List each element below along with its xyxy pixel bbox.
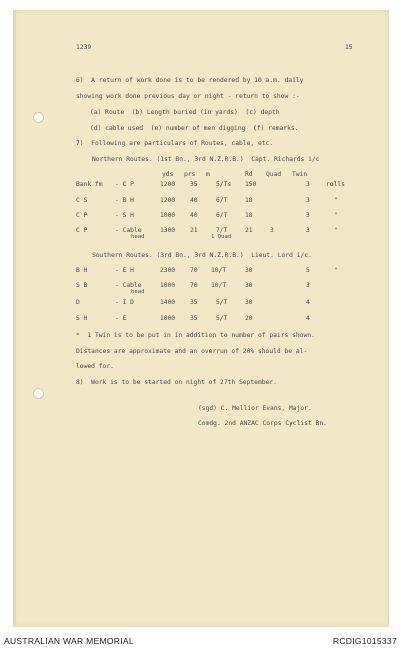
twin-cell: 3 bbox=[306, 181, 310, 188]
pairs-cell: 70 bbox=[190, 282, 198, 289]
paragraph-line: 6) A return of work done is to be rendered by 10 a.m. daily bbox=[76, 77, 304, 84]
pairs-cell: 35 bbox=[190, 181, 198, 188]
twin-cell: 3 bbox=[306, 282, 310, 289]
section-heading: Southern Routes. (3rd Bn., 3rd N.Z.R.B.) Lieut. Lord i/c. bbox=[92, 252, 312, 259]
route-to: - E bbox=[115, 315, 127, 322]
quad-cell: 3 bbox=[270, 227, 274, 234]
paragraph-line: showing work done previous day or night - return to show :- bbox=[76, 93, 300, 100]
route-from: Bank fm bbox=[76, 181, 103, 188]
remark-cell: rolls bbox=[326, 181, 345, 188]
paragraph-line: (d) cable used (e) number of men digging (f) remarks. bbox=[90, 125, 299, 132]
yards-cell: 1300 bbox=[160, 227, 176, 234]
rd-cell: 150 bbox=[245, 181, 257, 188]
column-header: Rd bbox=[245, 171, 253, 178]
m-cell: 6/T bbox=[216, 212, 228, 219]
route-to: - Cable bbox=[115, 227, 142, 234]
route-to-sub: head bbox=[131, 234, 145, 240]
record-id: RCDIG1015337 bbox=[332, 636, 397, 646]
twin-cell: 5 bbox=[306, 267, 310, 274]
rd-cell: 18 bbox=[245, 197, 253, 204]
section-heading: Northern Routes. (1st Bn., 3rd N.Z.R.B.) Capt. Richards i/c bbox=[92, 156, 320, 163]
yards-cell: 1000 bbox=[160, 212, 176, 219]
footnote-line: lowed for. bbox=[76, 363, 114, 370]
pairs-cell: 40 bbox=[190, 197, 198, 204]
rd-cell: 30 bbox=[245, 282, 253, 289]
page-number: 15 bbox=[345, 44, 353, 51]
signature-line: (sgd) C. Mellior Evans, Major. bbox=[198, 405, 312, 412]
punch-hole bbox=[33, 388, 44, 399]
archive-credit: AUSTRALIAN WAR MEMORIAL bbox=[4, 636, 134, 646]
document-page bbox=[13, 10, 389, 627]
paragraph-line: 7) Following are particulars of Routes, cable, etc. bbox=[76, 140, 274, 147]
column-header: prs bbox=[184, 171, 196, 178]
yards-cell: 2300 bbox=[160, 267, 176, 274]
route-to: - I D bbox=[115, 299, 134, 306]
m-cell: 6/T bbox=[216, 197, 228, 204]
remark-cell: " bbox=[334, 227, 338, 234]
rd-cell: 20 bbox=[245, 315, 253, 322]
route-to: - C P bbox=[115, 181, 134, 188]
route-to: - S H bbox=[115, 212, 134, 219]
pairs-cell: 70 bbox=[190, 267, 198, 274]
rd-cell: 18 bbox=[245, 212, 253, 219]
rd-cell: 30 bbox=[245, 267, 253, 274]
route-to: - B H bbox=[115, 197, 134, 204]
route-from: C P bbox=[76, 212, 88, 219]
pairs-cell: 35 bbox=[190, 315, 198, 322]
twin-cell: 3 bbox=[306, 197, 310, 204]
route-to: - Cable bbox=[115, 282, 142, 289]
column-header: m bbox=[206, 171, 210, 178]
pairs-cell: 35 bbox=[190, 299, 198, 306]
route-from: S B bbox=[76, 282, 88, 289]
route-to: - E H bbox=[115, 267, 134, 274]
route-from: D bbox=[76, 299, 80, 306]
twin-cell: 3 bbox=[306, 212, 310, 219]
route-to-sub: head bbox=[131, 289, 145, 295]
pairs-cell: 21 bbox=[190, 227, 198, 234]
route-from: C P bbox=[76, 227, 88, 234]
route-from: C S bbox=[76, 197, 88, 204]
remark-cell: " bbox=[334, 267, 338, 274]
footnote-line: * 1 Twin is to be put in in addition to number of pairs shown. bbox=[76, 332, 315, 339]
remark-cell: " bbox=[334, 197, 338, 204]
column-header: Quad bbox=[266, 171, 282, 178]
footnote-line: Distances are approximate and an overrun of 20% should be al- bbox=[76, 348, 308, 355]
paragraph-line: 8) Work is to be started on night of 27th September. bbox=[76, 379, 277, 386]
column-header: Twin bbox=[292, 171, 308, 178]
yards-cell: 1200 bbox=[160, 181, 176, 188]
pairs-cell: 40 bbox=[190, 212, 198, 219]
yards-cell: 1000 bbox=[160, 315, 176, 322]
signature-title: Comdg. 2nd ANZAC Corps Cyclist Bn. bbox=[198, 420, 327, 427]
m-cell: 5/T bbox=[216, 299, 228, 306]
m-cell-sub: 1 Quad bbox=[211, 234, 232, 240]
reference-number: 1239 bbox=[76, 44, 92, 51]
twin-cell: 3 bbox=[306, 227, 310, 234]
route-from: S H bbox=[76, 315, 88, 322]
m-cell: 10/T bbox=[211, 282, 227, 289]
column-header: yds bbox=[162, 171, 174, 178]
route-from: B H bbox=[76, 267, 88, 274]
rd-cell: 30 bbox=[245, 299, 253, 306]
m-cell: 5/Ts bbox=[216, 181, 232, 188]
yards-cell: 1000 bbox=[160, 282, 176, 289]
yards-cell: 1400 bbox=[160, 299, 176, 306]
twin-cell: 4 bbox=[306, 315, 310, 322]
punch-hole bbox=[33, 112, 44, 123]
yards-cell: 1200 bbox=[160, 197, 176, 204]
paragraph-line: (a) Route (b) Length buried (in yards) (c) depth bbox=[90, 109, 280, 116]
m-cell: 10/T bbox=[211, 267, 227, 274]
m-cell: 5/T bbox=[216, 315, 228, 322]
twin-cell: 4 bbox=[306, 299, 310, 306]
rd-cell: 21 bbox=[245, 227, 253, 234]
remark-cell: " bbox=[334, 212, 338, 219]
m-cell: 7/T bbox=[216, 227, 228, 234]
